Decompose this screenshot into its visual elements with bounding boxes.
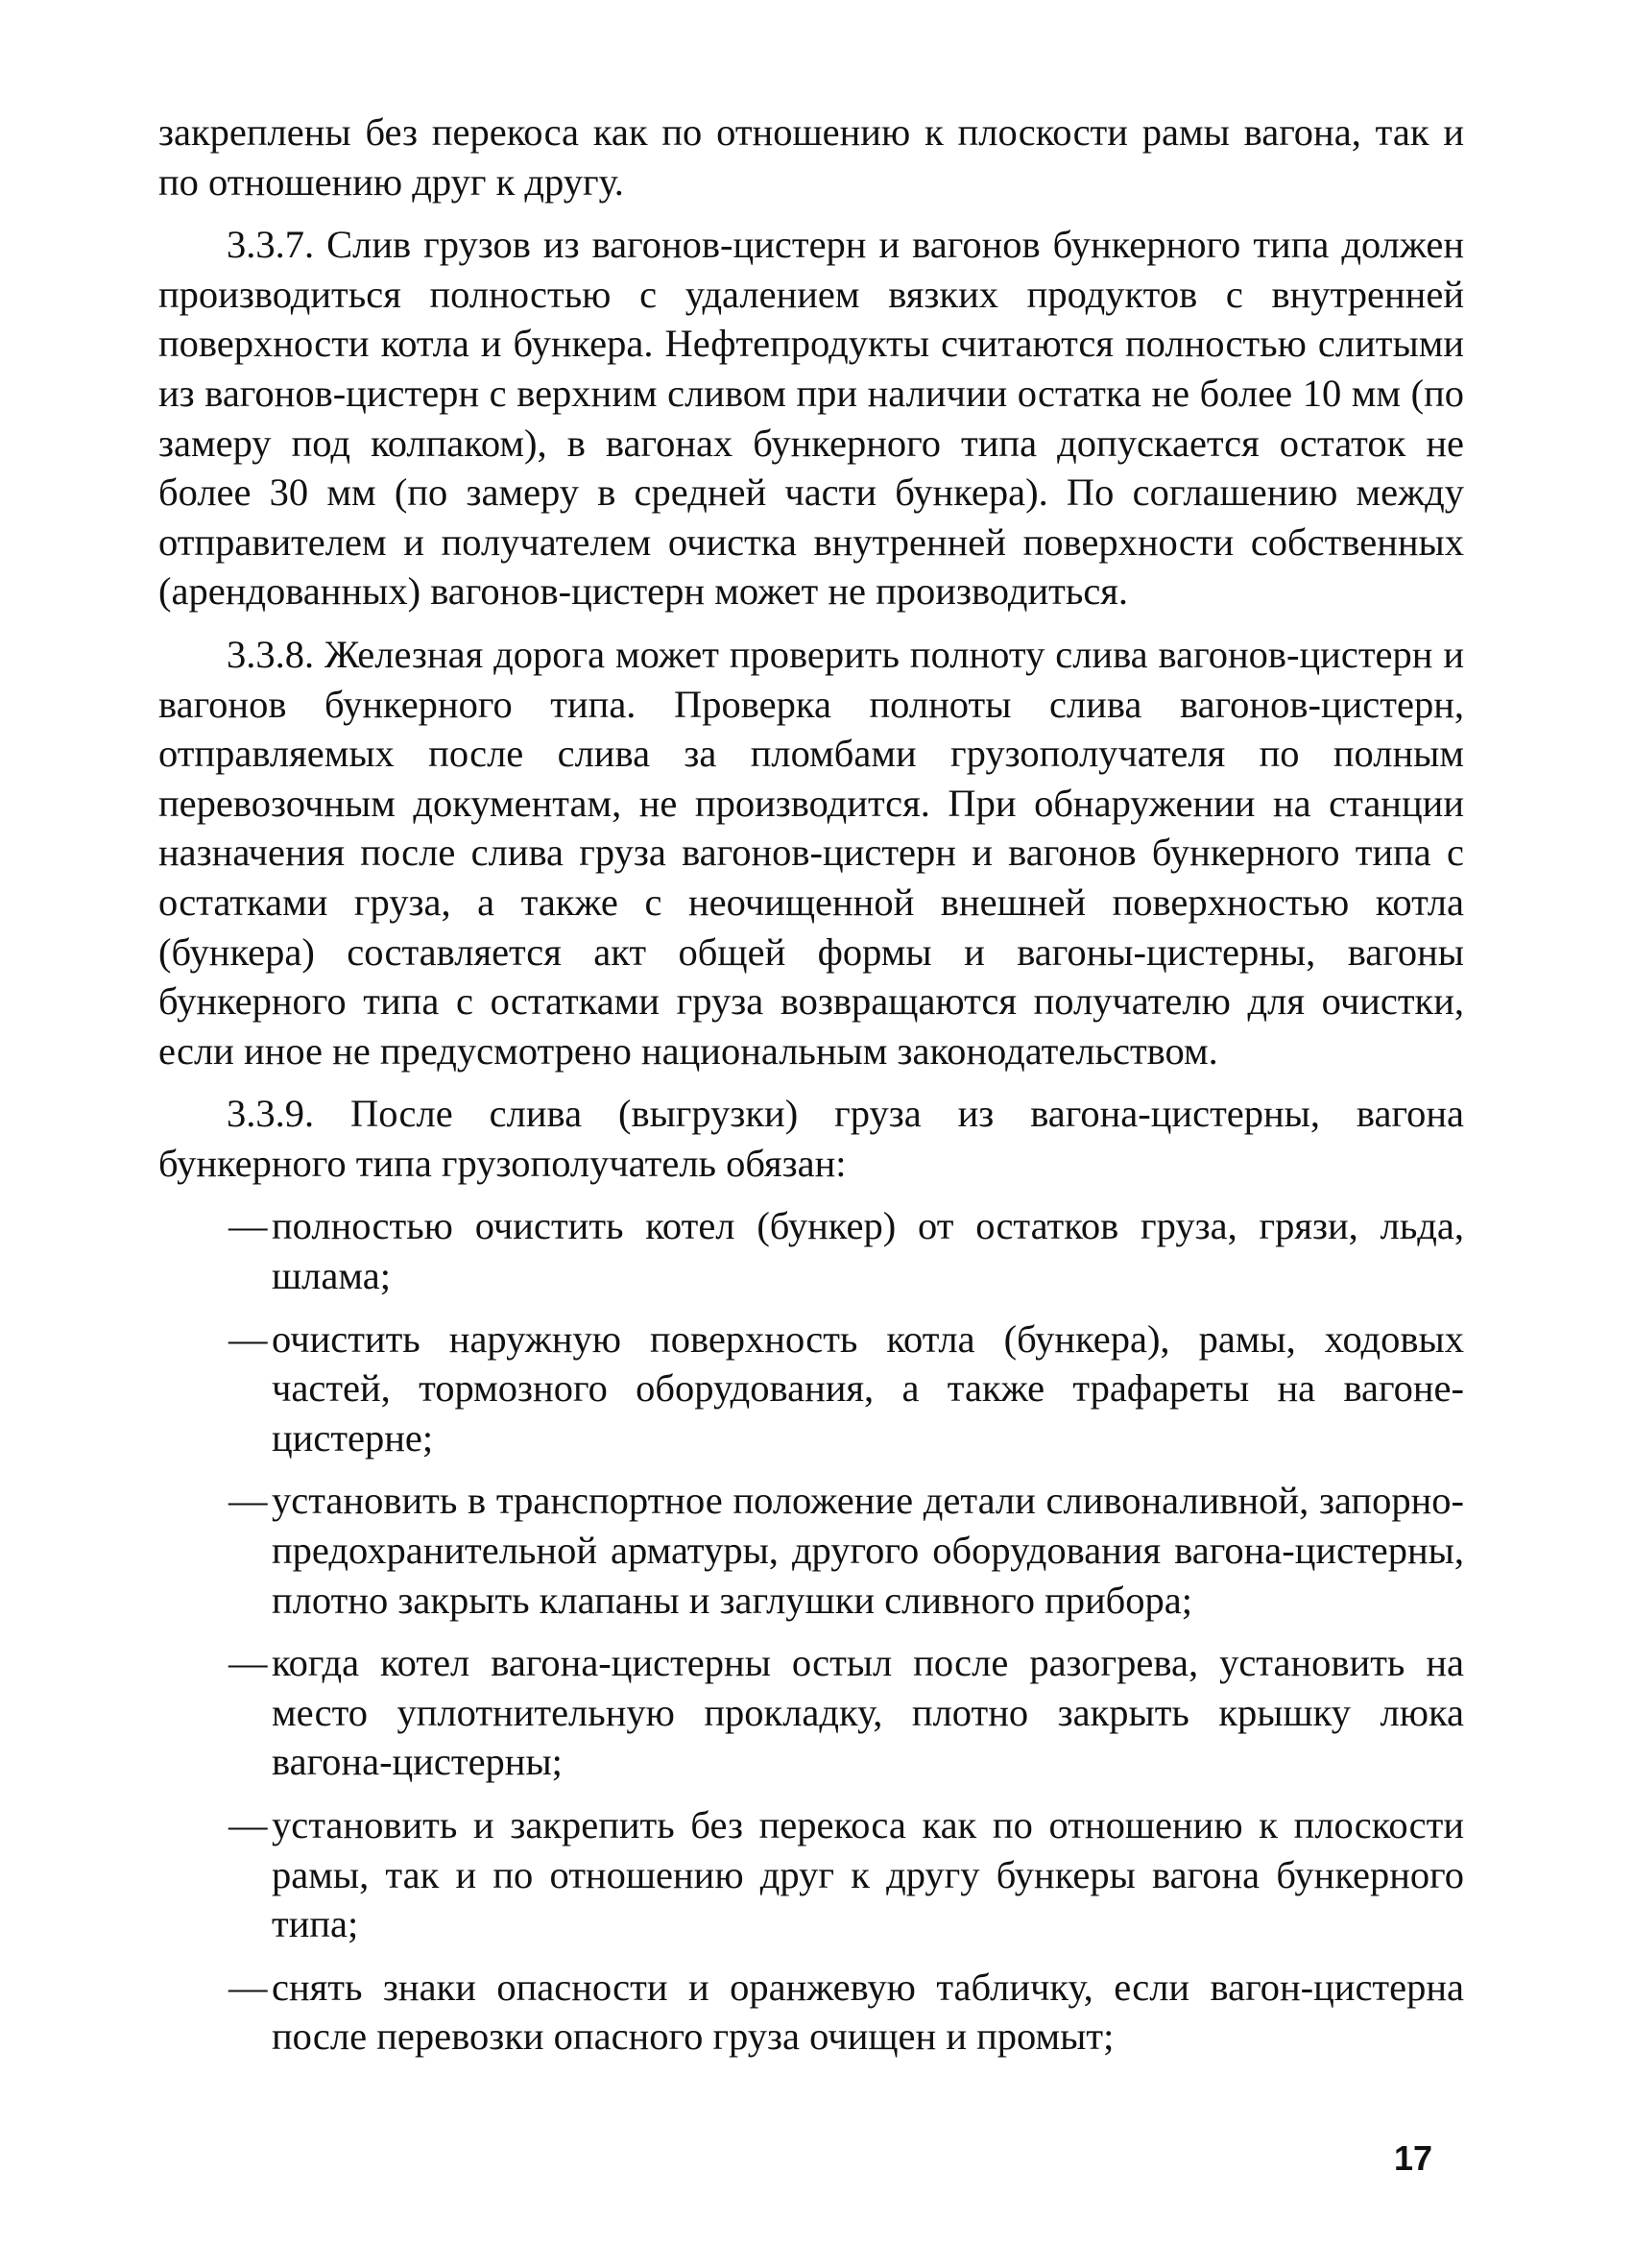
obligations-list [158,1201,1464,2062]
list-item [158,1963,1464,2062]
list-item-text: установить в транспортное положение детали сливоналивной, запорно-предохранительной арматуры, другого оборудования вагона-цистерны, плотно закрыть клапаны и заглушки сливного прибора; [272,1479,1464,1622]
list-item-text: полностью очистить котел (бункер) от остатков груза, грязи, льда, шлама; [272,1204,1464,1298]
list-item [158,1201,1464,1300]
list-dash: — [228,1316,268,1361]
paragraph-3-3-9 [158,1089,1464,1188]
list-item [158,1476,1464,1625]
list-dash: — [228,1479,268,1523]
paragraph-3-3-7 [158,220,1464,616]
list-dash: — [228,1204,268,1248]
paragraph-number: 3.3.8. [227,632,315,676]
paragraph-number: 3.3.9. [227,1092,315,1136]
page-number: 17 [1394,2138,1433,2178]
paragraph-text: закреплены без перекоса как по отношению к плоскости рамы вагона, так и по отношению друг к другу. [158,110,1464,204]
list-item-text: снять знаки опасности и оранжевую табличку, если вагон-цистерна после перевозки опасного груза очищен и промыт; [272,1965,1464,2059]
paragraph-3-3-8 [158,630,1464,1075]
list-item [158,1315,1464,1463]
paragraph-text: Железная дорога может проверить полноту слива вагонов-цистерн и вагонов бункерного типа. Проверка полноты слива вагонов-цистерн, отправляемых после слива за пломбами грузополучателя по полным перевозочным документам, не производится. При обнаружении на станции назначения после слива груза вагонов-цистерн и вагонов бункерного типа с остатками груза, а также с неочищенной внешней поверхностью котла (бункера) составляется акт общей формы и вагоны-цистерны, вагоны бункерного типа с остатками груза возвращаются получателю для очистки, если иное не предусмотрено национальным законодательством. [158,632,1465,1073]
paragraph-number: 3.3.7. [227,223,315,267]
list-item [158,1638,1464,1787]
paragraph-text: Слив грузов из вагонов-цистерн и вагонов бункерного типа должен производиться полностью с удалением вязких продуктов с внутренней поверхности котла и бункера. Нефтепродукты считаются полностью слитыми из вагонов-цистерн с верхним сливом при наличии остатка не более 10 мм (по замеру под колпаком), в вагонах бункерного типа допускается остаток не более 30 мм (по замеру в средней части бункера). По соглашению между отправителем и получателем очистка внутренней поверхности собственных (арендованных) вагонов-цистерн может не производиться. [158,223,1464,614]
list-dash: — [228,1803,268,1846]
list-item-text: когда котел вагона-цистерны остыл после разогрева, установить на место уплотнительную прокладку, плотно закрыть крышку люка вагона-цистерны; [272,1641,1464,1784]
list-dash: — [228,1965,268,2009]
list-dash: — [228,1641,268,1685]
paragraph-continuation [158,108,1464,206]
document-page [158,108,1464,2062]
paragraph-text: После слива (выгрузки) груза из вагона-цистерны, вагона бункерного типа грузополучатель обязан: [158,1092,1464,1185]
list-item-text: очистить наружную поверхность котла (бункера), рамы, ходовых частей, тормозного оборудования, а также трафареты на вагоне-цистерне; [272,1316,1464,1460]
list-item [158,1800,1464,1949]
list-item-text: установить и закрепить без перекоса как по отношению к плоскости рамы, так и по отношению друг к другу бункеры вагона бункерного типа; [272,1803,1464,1946]
